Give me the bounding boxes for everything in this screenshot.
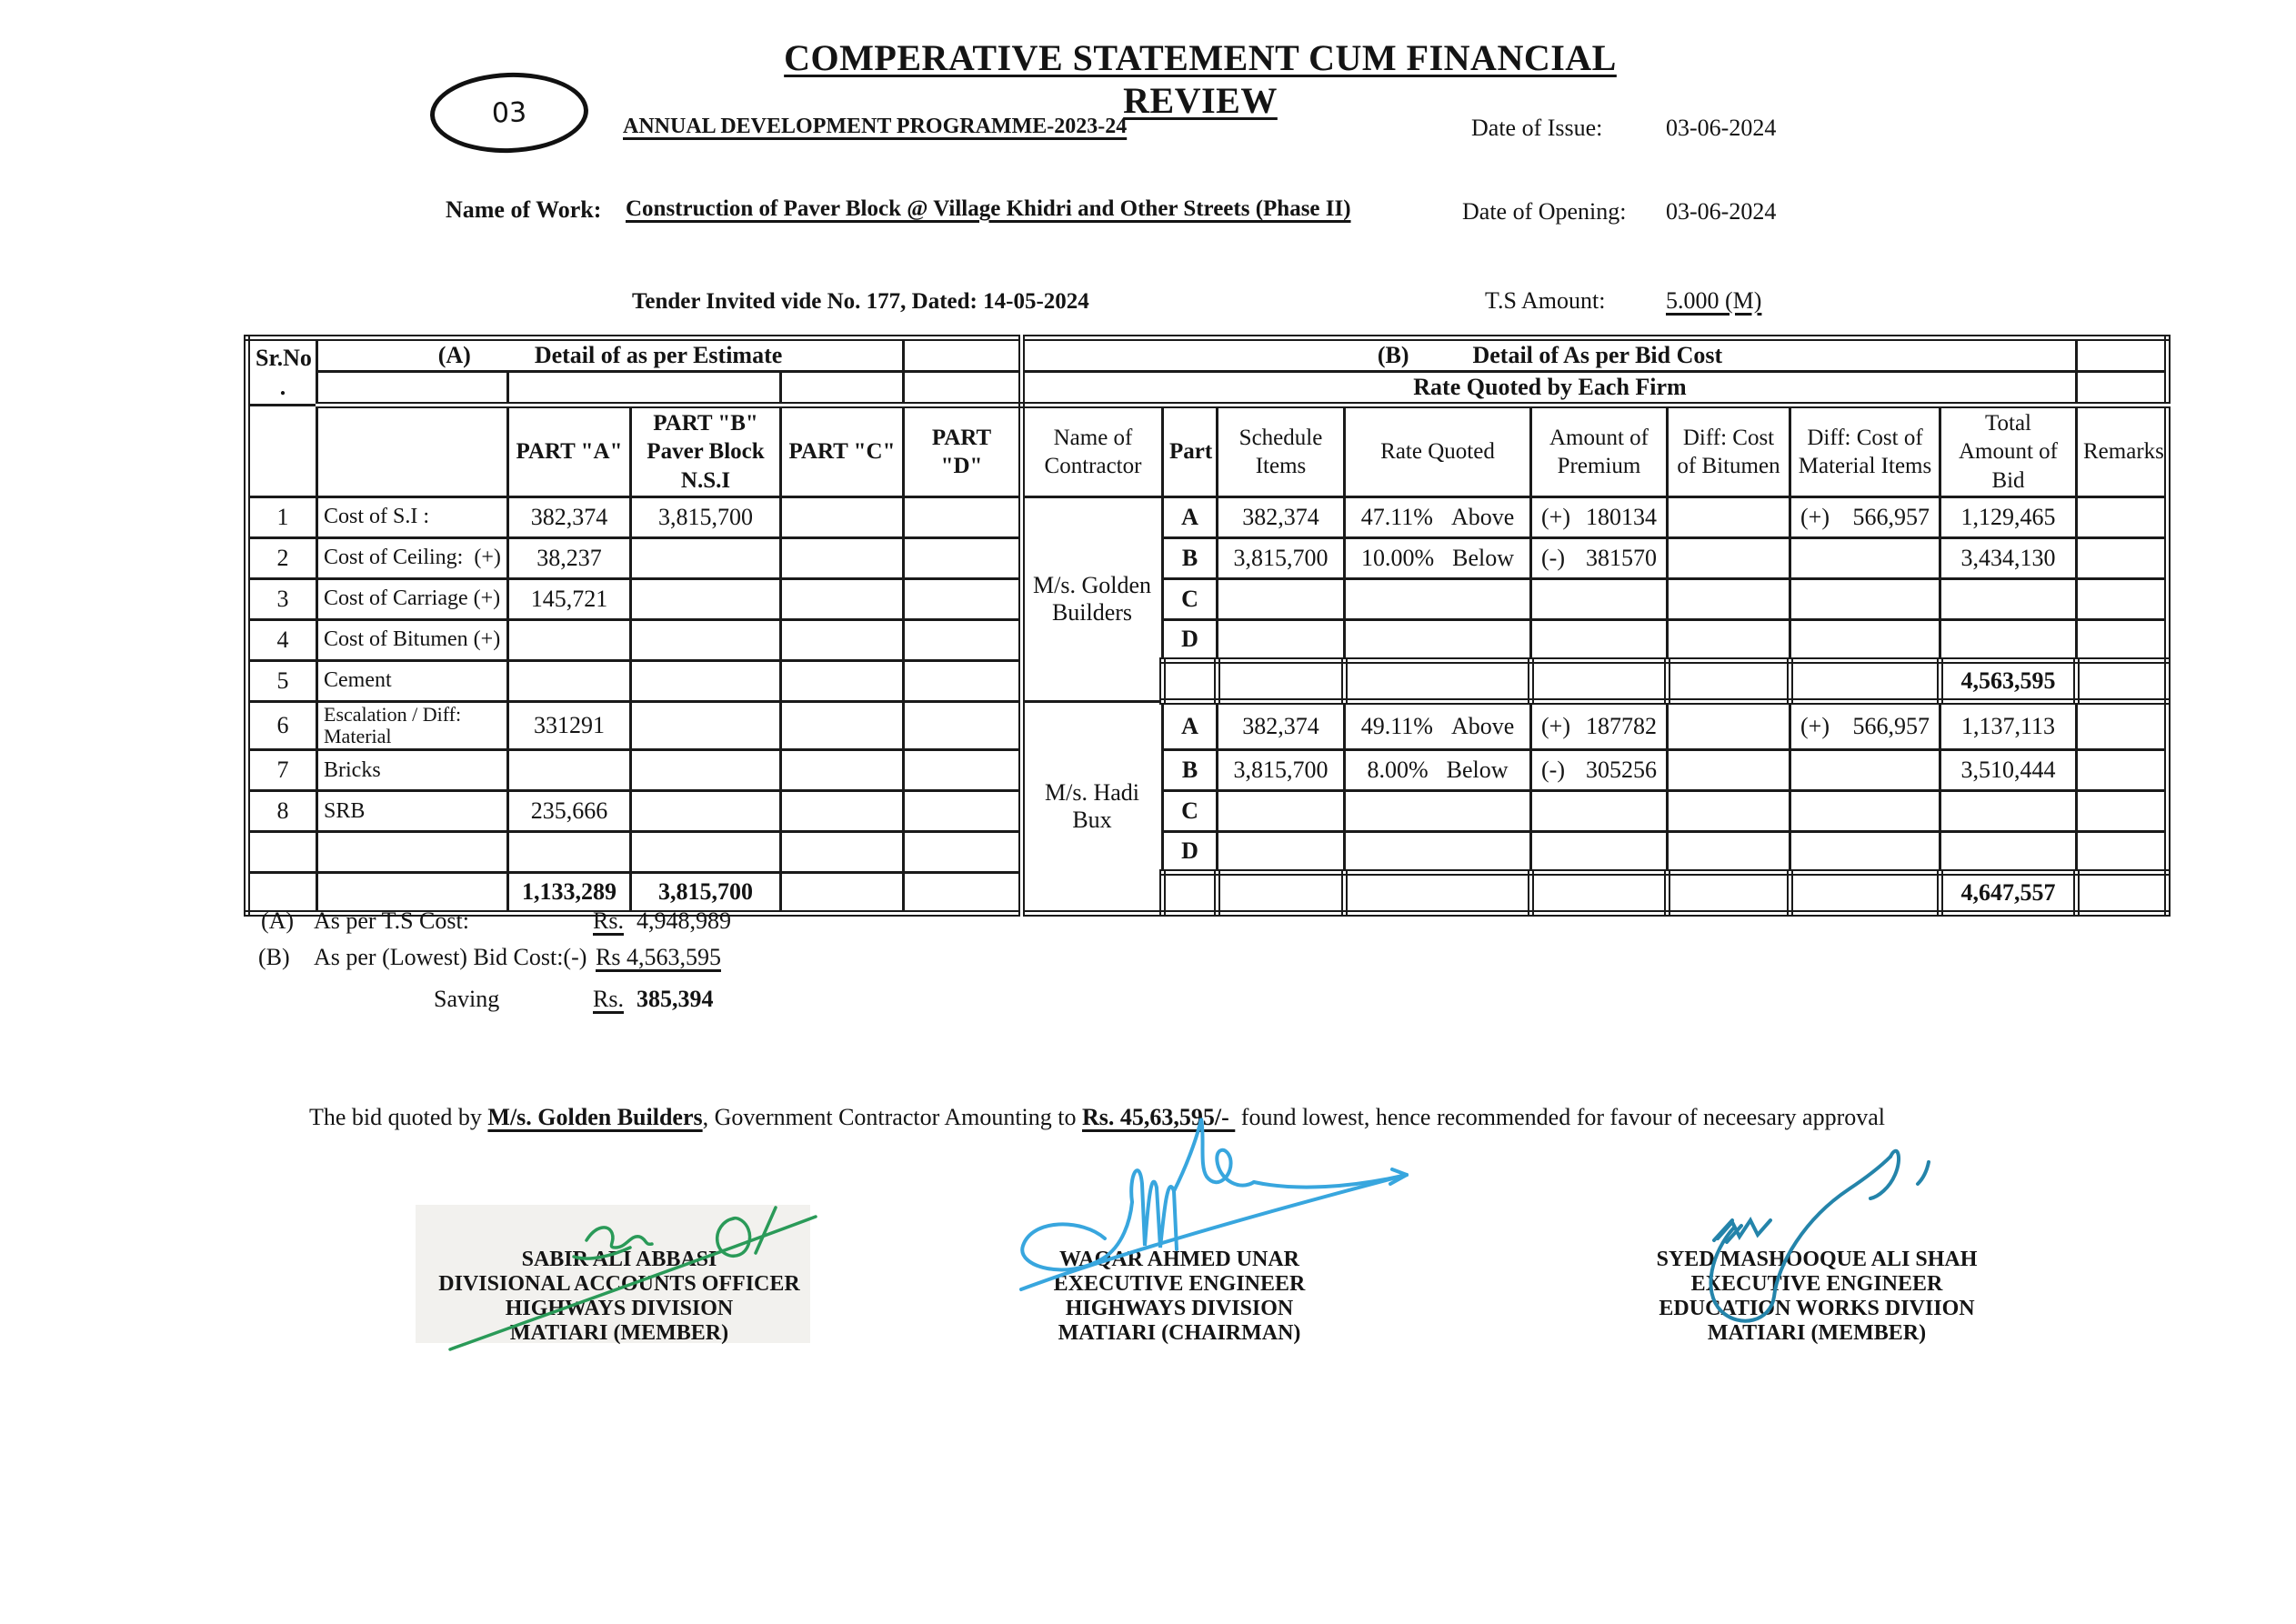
summary-a-tag: (A) [261, 907, 295, 934]
rate-cell [1345, 619, 1531, 660]
total-cell: 1,137,113 [1940, 701, 2077, 749]
premium-cell [1531, 832, 1668, 873]
total-cell [1940, 578, 2077, 619]
part-d-cell [904, 496, 1022, 537]
date-of-issue-value: 03-06-2024 [1666, 115, 1777, 141]
subtotal-cell [2077, 660, 2168, 701]
col-header-part-a: PART "A" [508, 406, 631, 497]
estimate-total-b: 3,815,700 [631, 873, 781, 914]
desc-cell [317, 832, 508, 873]
part-c-cell [781, 701, 904, 749]
part-c-cell [781, 578, 904, 619]
col-header-total: Total Amount of Bid [1940, 406, 2077, 497]
total-cell [1940, 832, 2077, 873]
subtotal-cell [1790, 873, 1940, 914]
desc-cell: Escalation / Diff: Material [317, 701, 508, 749]
empty-cell [904, 338, 1022, 372]
estimate-total-a: 1,133,289 [508, 873, 631, 914]
sr-cell: 6 [247, 701, 317, 749]
part-c-cell [781, 791, 904, 832]
material-sign: (+) [1800, 712, 1830, 739]
rate-quoted-banner: Rate Quoted by Each Firm [1022, 372, 2077, 406]
stamp-number: 03 [491, 95, 527, 130]
rate-direction: Above [1450, 712, 1515, 739]
desc-cell: Cost of Ceiling: (+) [317, 537, 508, 578]
signatory-role: MATIARI (MEMBER) [509, 1321, 729, 1345]
premium-cell [1531, 701, 1668, 749]
bitumen-cell [1668, 578, 1790, 619]
premium-cell [1531, 619, 1668, 660]
programme-line: ANNUAL DEVELOPMENT PROGRAMME-2023-24 [623, 115, 1128, 138]
part-d-cell [904, 832, 1022, 873]
signatory-title: EXECUTIVE ENGINEER [1053, 1272, 1306, 1296]
bid-total-cell: 4,563,595 [1940, 660, 2077, 701]
col-header-premium: Amount of Premium [1531, 406, 1668, 497]
part-d-cell [904, 701, 1022, 749]
saving-label: Saving [434, 986, 500, 1012]
part-a-cell [508, 832, 631, 873]
premium-value: 381570 [1586, 544, 1657, 571]
schedule-cell [1218, 619, 1345, 660]
signature-block-1 [383, 1248, 856, 1346]
signatory-division: EDUCATION WORKS DIVIION [1659, 1297, 1975, 1320]
schedule-cell: 382,374 [1218, 701, 1345, 749]
part-a-cell [508, 619, 631, 660]
total-cell: 3,510,444 [1940, 750, 2077, 791]
srno-dot: . [279, 373, 286, 400]
bitumen-cell [1668, 832, 1790, 873]
part-c-cell [781, 832, 904, 873]
signatory-division: HIGHWAYS DIVISION [1065, 1297, 1294, 1320]
recommendation-amount: Rs. 45,63,595/- [1082, 1104, 1236, 1130]
material-cell [1790, 578, 1940, 619]
recommendation-middle: , Government Contractor Amounting to [702, 1104, 1083, 1130]
bitumen-cell [1668, 791, 1790, 832]
subtotal-cell [1345, 873, 1531, 914]
part-a-cell: 145,721 [508, 578, 631, 619]
desc-cell: Cement [317, 660, 508, 701]
remarks-cell [2077, 619, 2168, 660]
sr-cell: 3 [247, 578, 317, 619]
stamp-ellipse [429, 70, 590, 155]
sr-cell: 8 [247, 791, 317, 832]
subtotal-cell [1218, 873, 1345, 914]
section-a-title: Detail of as per Estimate [534, 342, 783, 368]
section-b-header [1022, 338, 2077, 372]
part-letter-cell: A [1163, 701, 1218, 749]
sr-cell [247, 832, 317, 873]
schedule-cell: 3,815,700 [1218, 750, 1345, 791]
col-header-part: Part [1163, 406, 1218, 497]
subtotal-cell [1531, 660, 1668, 701]
premium-sign: (+) [1541, 503, 1570, 530]
material-cell [1790, 750, 1940, 791]
sr-cell: 1 [247, 496, 317, 537]
part-b-cell [631, 791, 781, 832]
remarks-cell [2077, 750, 2168, 791]
rate-pct: 47.11% [1360, 503, 1433, 530]
summary-b-tag: (B) [258, 944, 290, 970]
subtotal-cell [1790, 660, 1940, 701]
rate-pct: 10.00% [1360, 544, 1435, 571]
desc-cell: SRB [317, 791, 508, 832]
part-a-cell: 38,237 [508, 537, 631, 578]
contractor-cell: M/s. Golden Builders [1022, 496, 1163, 701]
premium-cell [1531, 791, 1668, 832]
ts-amount-label: T.S Amount: [1485, 287, 1606, 314]
schedule-cell [1218, 578, 1345, 619]
signature-block-2 [943, 1248, 1416, 1346]
premium-cell [1531, 750, 1668, 791]
material-cell [1790, 537, 1940, 578]
summary-a-rs: Rs. [593, 907, 624, 934]
total-cell: 1,129,465 [1940, 496, 2077, 537]
part-c-cell [781, 873, 904, 914]
date-of-opening-value: 03-06-2024 [1666, 198, 1777, 225]
part-letter-cell: D [1163, 619, 1218, 660]
subtotal-cell [2077, 873, 2168, 914]
premium-value: 305256 [1586, 757, 1657, 784]
part-d-cell [904, 578, 1022, 619]
part-d-cell [904, 791, 1022, 832]
remarks-cell [2077, 791, 2168, 832]
recommendation-contractor: M/s. Golden Builders [487, 1104, 703, 1130]
part-b-cell: 3,815,700 [631, 496, 781, 537]
material-value: 566,957 [1852, 712, 1930, 739]
section-b-tag: (B) [1377, 342, 1409, 368]
part-a-cell [508, 660, 631, 701]
bitumen-cell [1668, 701, 1790, 749]
srno-header [247, 338, 317, 406]
col-header-schedule: Schedule Items [1218, 406, 1345, 497]
section-a-tag: (A) [437, 342, 471, 368]
col-header-remarks: Remarks [2077, 406, 2168, 497]
part-d-cell [904, 537, 1022, 578]
bitumen-cell [1668, 750, 1790, 791]
rate-pct: 8.00% [1367, 757, 1429, 784]
premium-sign: (+) [1541, 712, 1570, 739]
sr-cell: 2 [247, 537, 317, 578]
col-header-part-d: PART "D" [904, 406, 1022, 497]
ts-amount-value: 5.000 (M) [1666, 287, 1762, 314]
rate-direction: Above [1450, 503, 1515, 530]
part-b-cell [631, 750, 781, 791]
summary-a-text: As per T.S Cost: [314, 907, 469, 934]
date-of-issue-label: Date of Issue: [1471, 115, 1603, 141]
rate-cell [1345, 791, 1531, 832]
total-cell [1940, 619, 2077, 660]
contractor-cell: M/s. Hadi Bux [1022, 701, 1163, 913]
summary-b-text: As per (Lowest) Bid Cost:(-) [314, 944, 587, 970]
rate-cell [1345, 578, 1531, 619]
col-header-part-b: PART "B" Paver Block N.S.I [631, 406, 781, 497]
col-header-material: Diff: Cost of Material Items [1790, 406, 1940, 497]
rate-cell [1345, 537, 1531, 578]
part-c-cell [781, 660, 904, 701]
empty-cell [247, 406, 317, 497]
premium-sign: (-) [1541, 544, 1565, 571]
desc-cell: Cost of Carriage (+) [317, 578, 508, 619]
bitumen-cell [1668, 619, 1790, 660]
signatory-role: MATIARI (CHAIRMAN) [1058, 1321, 1301, 1345]
subtotal-cell [1218, 660, 1345, 701]
part-b-cell [631, 660, 781, 701]
part-d-cell [904, 619, 1022, 660]
empty-cell [317, 372, 508, 406]
signatory-name: SYED MASHOOQUE ALI SHAH [1656, 1248, 1978, 1271]
saving-value: 385,394 [637, 986, 714, 1012]
empty-cell [2077, 372, 2168, 406]
rate-direction: Below [1452, 544, 1515, 571]
signatory-role: MATIARI (MEMBER) [1707, 1321, 1927, 1345]
remarks-cell [2077, 701, 2168, 749]
signature-block-3 [1571, 1248, 2062, 1346]
material-cell [1790, 619, 1940, 660]
rate-cell [1345, 832, 1531, 873]
name-of-work-label: Name of Work: [446, 196, 602, 223]
subtotal-cell [1531, 873, 1668, 914]
premium-cell [1531, 496, 1668, 537]
empty-cell [781, 372, 904, 406]
date-of-opening-label: Date of Opening: [1462, 198, 1627, 225]
srno-label: Sr.No [256, 345, 312, 372]
material-sign: (+) [1800, 503, 1830, 530]
empty-cell [317, 406, 508, 497]
signatory-name: SABIR ALI ABBASI [521, 1248, 717, 1271]
col-header-rate: Rate Quoted [1345, 406, 1531, 497]
part-c-cell [781, 537, 904, 578]
material-cell [1790, 832, 1940, 873]
part-letter-cell: C [1163, 791, 1218, 832]
sr-cell: 7 [247, 750, 317, 791]
tender-line: Tender Invited vide No. 177, Dated: 14-05-2024 [632, 289, 1089, 314]
premium-value: 180134 [1586, 503, 1657, 530]
signatory-title: DIVISIONAL ACCOUNTS OFFICER [438, 1272, 800, 1296]
part-a-cell [508, 750, 631, 791]
subtotal-cell [1345, 660, 1531, 701]
material-cell [1790, 496, 1940, 537]
part-c-cell [781, 496, 904, 537]
part-b-cell [631, 701, 781, 749]
sr-cell: 4 [247, 619, 317, 660]
material-cell [1790, 701, 1940, 749]
premium-cell [1531, 578, 1668, 619]
bid-total-cell: 4,647,557 [1940, 873, 2077, 914]
part-b-cell [631, 578, 781, 619]
summary-b-value: Rs 4,563,595 [596, 944, 721, 970]
part-c-cell [781, 750, 904, 791]
part-letter-cell: A [1163, 496, 1218, 537]
remarks-cell [2077, 496, 2168, 537]
rate-direction: Below [1446, 757, 1509, 784]
part-c-cell [781, 619, 904, 660]
schedule-cell [1218, 832, 1345, 873]
col-header-contractor: Name of Contractor [1022, 406, 1163, 497]
total-cell: 3,434,130 [1940, 537, 2077, 578]
rate-pct: 49.11% [1360, 712, 1433, 739]
empty-cell [508, 372, 781, 406]
part-letter-cell: D [1163, 832, 1218, 873]
desc-cell: Bricks [317, 750, 508, 791]
col-header-bitumen: Diff: Cost of Bitumen [1668, 406, 1790, 497]
recommendation-line [309, 1104, 1885, 1131]
schedule-cell: 382,374 [1218, 496, 1345, 537]
desc-cell: Cost of S.I : [317, 496, 508, 537]
remarks-cell [2077, 537, 2168, 578]
part-letter-cell: B [1163, 750, 1218, 791]
material-cell [1790, 791, 1940, 832]
remarks-cell [2077, 832, 2168, 873]
part-a-cell: 235,666 [508, 791, 631, 832]
signatory-title: EXECUTIVE ENGINEER [1690, 1272, 1943, 1296]
saving-rs: Rs. [593, 986, 624, 1012]
remarks-cell [2077, 578, 2168, 619]
part-a-cell: 382,374 [508, 496, 631, 537]
bitumen-cell [1668, 537, 1790, 578]
rate-cell [1345, 496, 1531, 537]
recommendation-prefix: The bid quoted by [309, 1104, 488, 1130]
part-letter-cell: B [1163, 537, 1218, 578]
subtotal-cell [1668, 660, 1790, 701]
schedule-cell: 3,815,700 [1218, 537, 1345, 578]
comparative-table [244, 335, 2171, 917]
empty-cell [2077, 338, 2168, 372]
subtotal-cell [1163, 660, 1218, 701]
part-d-cell [904, 873, 1022, 914]
signatory-name: WAQAR AHMED UNAR [1059, 1248, 1299, 1271]
rate-cell [1345, 701, 1531, 749]
desc-cell: Cost of Bitumen (+) [317, 619, 508, 660]
name-of-work-value: Construction of Paver Block @ Village Khidri and Other Streets (Phase II) [626, 196, 1351, 221]
summary-a-value: 4,948,989 [637, 907, 731, 934]
empty-cell [904, 372, 1022, 406]
part-d-cell [904, 750, 1022, 791]
premium-sign: (-) [1541, 757, 1565, 784]
part-a-cell: 331291 [508, 701, 631, 749]
schedule-cell [1218, 791, 1345, 832]
section-b-title: Detail of As per Bid Cost [1472, 342, 1723, 368]
bitumen-cell [1668, 496, 1790, 537]
part-b-cell [631, 832, 781, 873]
part-b-cell [631, 619, 781, 660]
subtotal-cell [1163, 873, 1218, 914]
premium-cell [1531, 537, 1668, 578]
col-header-part-c: PART "C" [781, 406, 904, 497]
part-letter-cell: C [1163, 578, 1218, 619]
section-a-header [317, 338, 904, 372]
premium-value: 187782 [1586, 712, 1657, 739]
sr-cell: 5 [247, 660, 317, 701]
part-b-cell [631, 537, 781, 578]
signatory-division: HIGHWAYS DIVISION [505, 1297, 734, 1320]
material-value: 566,957 [1852, 503, 1930, 530]
rate-cell [1345, 750, 1531, 791]
total-cell [1940, 791, 2077, 832]
part-d-cell [904, 660, 1022, 701]
recommendation-suffix: found lowest, hence recommended for favour of neceesary approval [1235, 1104, 1885, 1130]
subtotal-cell [1668, 873, 1790, 914]
page-title: COMPERATIVE STATEMENT CUM FINANCIAL REVIEW [784, 37, 1617, 121]
